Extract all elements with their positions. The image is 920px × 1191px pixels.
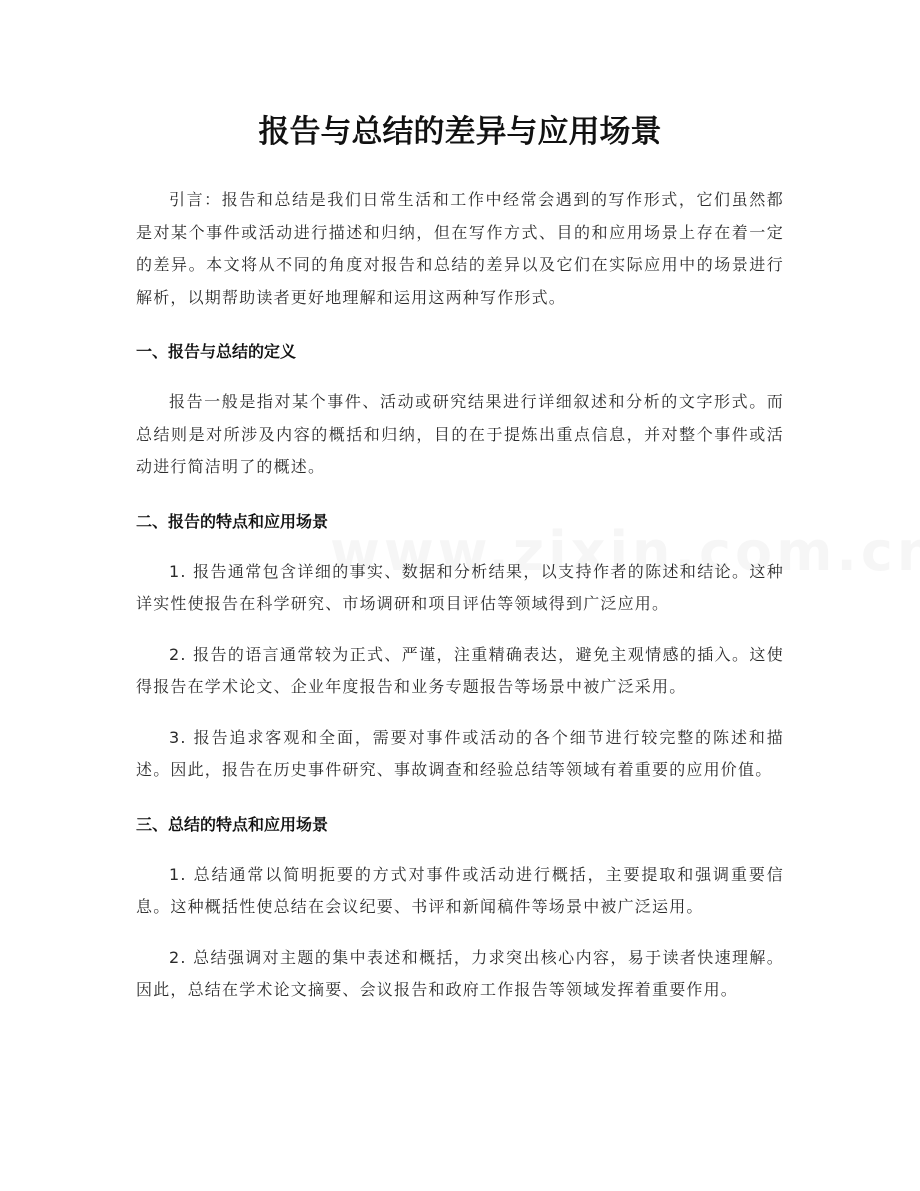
document-title: 报告与总结的差异与应用场景: [258, 114, 662, 150]
report-point-2: 2. 报告的语言通常较为正式、严谨，注重精确表达，避免主观情感的插入。这使得报告在学术论文、企业年度报告和业务专题报告等场景中被广泛采用。: [136, 644, 784, 696]
definition-paragraph: 报告一般是指对某个事件、活动或研究结果进行详细叙述和分析的文字形式。而总结则是对所涉及内容的概括和归纳，目的在于提炼出重点信息，并对整个事件或活动进行简洁明了的概述。: [136, 392, 784, 476]
report-point-1: 1. 报告通常包含详细的事实、数据和分析结果，以支持作者的陈述和结论。这种详实性使报告在科学研究、市场调研和项目评估等领域得到广泛应用。: [136, 561, 784, 613]
summary-point-2: 2. 总结强调对主题的集中表述和概括，力求突出核心内容，易于读者快速理解。因此，总结在学术论文摘要、会议报告和政府工作报告等领域发挥着重要作用。: [136, 947, 784, 999]
intro-paragraph: 引言：报告和总结是我们日常生活和工作中经常会遇到的写作形式，它们虽然都是对某个事件或活动进行描述和归纳，但在写作方式、目的和应用场景上存在着一定的差异。本文将从不同的角度对报告和总结的差异以及它们在实际应用中的场景进行解析，以期帮助读者更好地理解和运用这两种写作形式。: [136, 190, 784, 307]
section-heading-report: 二、报告的特点和应用场景: [136, 511, 329, 531]
document-body: [136, 184, 784, 1007]
summary-point-1: 1. 总结通常以简明扼要的方式对事件或活动进行概括，主要提取和强调重要信息。这种概括性使总结在会议纪要、书评和新闻稿件等场景中被广泛运用。: [136, 864, 784, 916]
section-heading-definition: 一、报告与总结的定义: [136, 342, 297, 361]
report-point-3: 3. 报告追求客观和全面，需要对事件或活动的各个细节进行较完整的陈述和描述。因此，报告在历史事件研究、事故调查和经验总结等领域有着重要的应用价值。: [136, 727, 784, 779]
section-heading-summary: 三、总结的特点和应用场景: [136, 814, 329, 834]
